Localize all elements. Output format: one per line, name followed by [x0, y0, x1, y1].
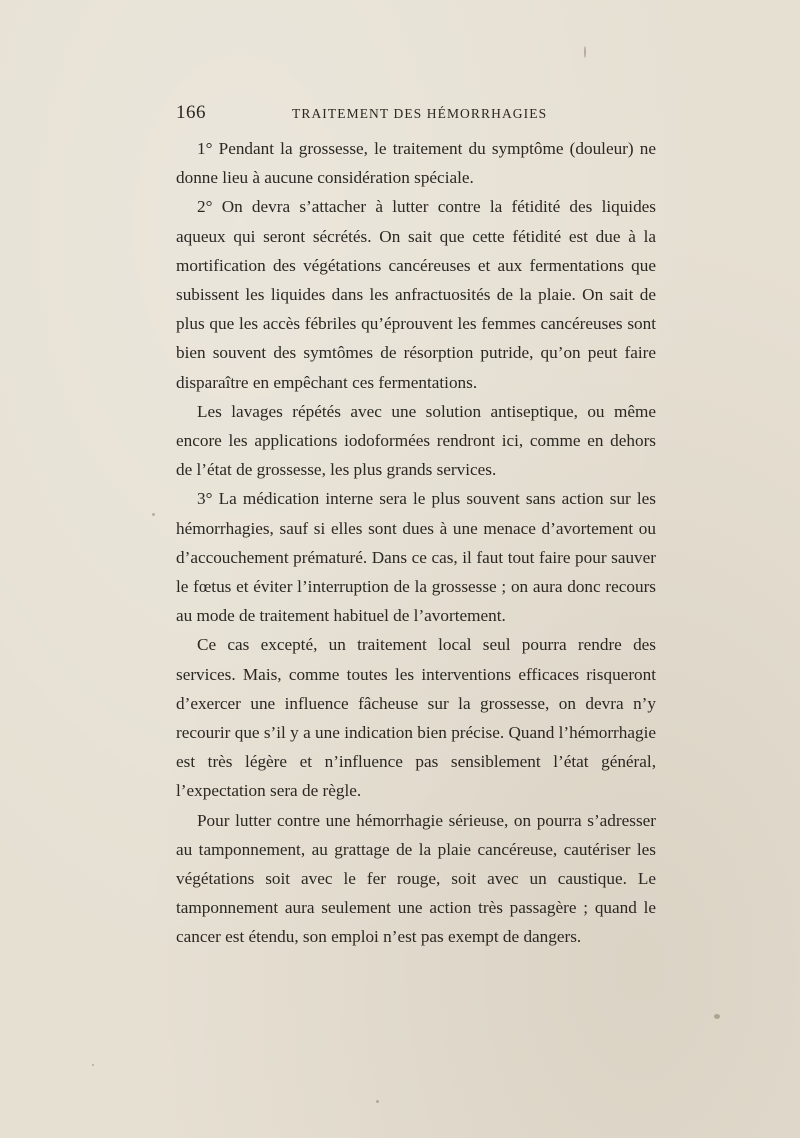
paragraph-6: Pour lutter contre une hémorrhagie sérieuse, on pourra s’adresser au tamponnement, au grattage de la plaie cancéreuse, cautériser les végétations soit avec le fer rouge, soit avec un caustique. Le tamponnement aura seulement une action très passagère ; quand le cancer est étendu, son emploi n’est pas exempt de dangers.: [176, 810, 656, 947]
body-text: [176, 134, 656, 952]
paragraph-1: 1° Pendant la grossesse, le traitement du symptôme (douleur) ne donne lieu à aucune considération spéciale.: [176, 139, 656, 188]
running-head: [176, 102, 656, 126]
running-title: TRAITEMENT DES HÉMORRHAGIES: [292, 106, 548, 121]
paragraph-5: Ce cas excepté, un traitement local seul pourra rendre des services. Mais, comme toutes les interventions efficaces risqueront d’exercer une influence fâcheuse sur la grossesse, on devra n’y recourir que s’il y a une indication bien précise. Quand l’hémorrhagie est très légère et n’influence pas sensiblement l’état général, l’expectation sera de règle.: [176, 635, 656, 801]
paper-speck: [152, 513, 155, 516]
paragraph-2: 2° On devra s’attacher à lutter contre la fétidité des liquides aqueux qui seront sécrétés. On sait que cette fétidité est due à la mortification des végétations cancéreuses et aux fermentations que subissent les liquides dans les anfractuosités de la plaie. On sait de plus que les accès fébriles qu’éprouvent les femmes cancéreuses sont bien souvent des symtômes de résorption putride, qu’on peut faire disparaître en empêchant ces fermentations.: [176, 197, 656, 392]
page-number: 166: [176, 102, 206, 123]
paper-speck: [92, 1064, 94, 1066]
paper-speck: [714, 1014, 720, 1019]
paper-speck: [584, 46, 586, 58]
paragraph-4: 3° La médication interne sera le plus souvent sans action sur les hémorrhagies, sauf si elles sont dues à une menace d’avortement ou d’accouchement prématuré. Dans ce cas, il faut tout faire pour sauver le fœtus et éviter l’interruption de la grossesse ; on aura donc recours au mode de traitement habituel de l’avortement.: [176, 489, 656, 626]
paper-speck: [376, 1100, 379, 1103]
paragraph-3: Les lavages répétés avec une solution antiseptique, ou même encore les applications iodoformées rendront ici, comme en dehors de l’état de grossesse, les plus grands services.: [176, 401, 656, 480]
